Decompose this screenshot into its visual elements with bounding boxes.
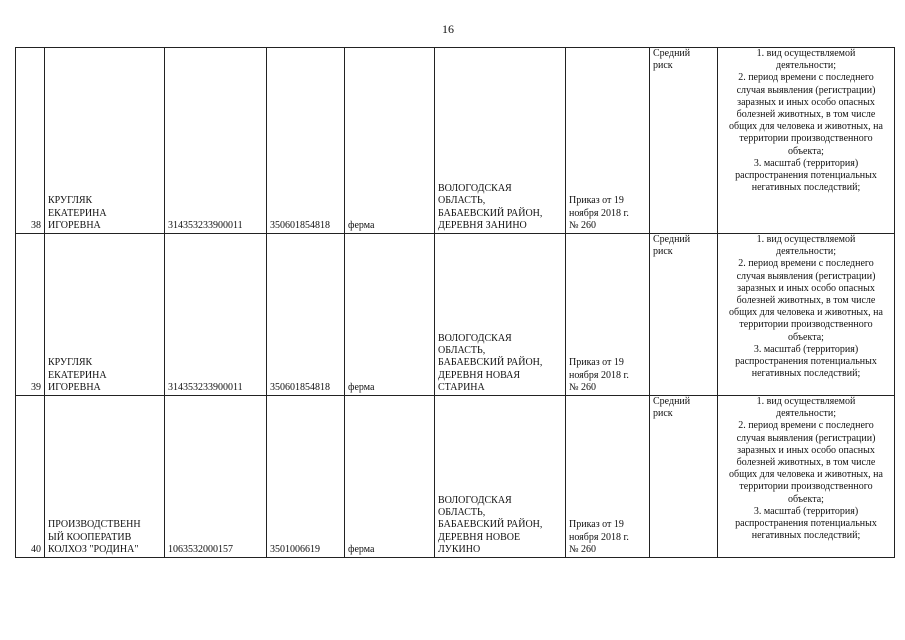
registry-table [15,47,895,558]
risk-category: Средний риск [650,48,718,234]
order-reference: Приказ от 19 ноября 2018 г. № 260 [566,234,650,396]
subject-name: КРУГЛЯК ЕКАТЕРИНА ИГОРЕВНА [45,234,165,396]
object-address: ВОЛОГОДСКАЯ ОБЛАСТЬ, БАБАЕВСКИЙ РАЙОН, ДЕРЕВНЯ НОВОЕ ЛУКИНО [435,396,566,558]
risk-criteria: 1. вид осуществляемой деятельности; 2. период времени с последнего случая выявления (регистрации) заразных и иных особо опасных болезней животных, в том числе общих для человека и животных, на территории производственного объекта; 3. масштаб (территория) распространения потенциальных негативных последствий; [718,48,895,234]
risk-criteria: 1. вид осуществляемой деятельности; 2. период времени с последнего случая выявления (регистрации) заразных и иных особо опасных болезней животных, в том числе общих для человека и животных, на территории производственного объекта; 3. масштаб (территория) распространения потенциальных негативных последствий; [718,396,895,558]
risk-criteria: 1. вид осуществляемой деятельности; 2. период времени с последнего случая выявления (регистрации) заразных и иных особо опасных болезней животных, в том числе общих для человека и животных, на территории производственного объекта; 3. масштаб (территория) распространения потенциальных негативных последствий; [718,234,895,396]
table-row [16,234,895,396]
risk-category: Средний риск [650,234,718,396]
subject-name: ПРОИЗВОДСТВЕНН ЫЙ КООПЕРАТИВ КОЛХОЗ "РОДИНА" [45,396,165,558]
object-type: ферма [345,396,435,558]
ogrn-value: 314353233900011 [165,48,267,234]
order-reference: Приказ от 19 ноября 2018 г. № 260 [566,48,650,234]
object-type: ферма [345,48,435,234]
table-row [16,396,895,558]
order-reference: Приказ от 19 ноября 2018 г. № 260 [566,396,650,558]
inn-value: 350601854818 [267,234,345,396]
subject-name: КРУГЛЯК ЕКАТЕРИНА ИГОРЕВНА [45,48,165,234]
page-number: 16 [442,22,454,36]
object-address: ВОЛОГОДСКАЯ ОБЛАСТЬ, БАБАЕВСКИЙ РАЙОН, ДЕРЕВНЯ НОВАЯ СТАРИНА [435,234,566,396]
risk-category: Средний риск [650,396,718,558]
row-number: 40 [16,396,45,558]
ogrn-value: 1063532000157 [165,396,267,558]
table-row [16,48,895,234]
object-address: ВОЛОГОДСКАЯ ОБЛАСТЬ, БАБАЕВСКИЙ РАЙОН, ДЕРЕВНЯ ЗАНИНО [435,48,566,234]
inn-value: 3501006619 [267,396,345,558]
object-type: ферма [345,234,435,396]
row-number: 39 [16,234,45,396]
ogrn-value: 314353233900011 [165,234,267,396]
inn-value: 350601854818 [267,48,345,234]
row-number: 38 [16,48,45,234]
